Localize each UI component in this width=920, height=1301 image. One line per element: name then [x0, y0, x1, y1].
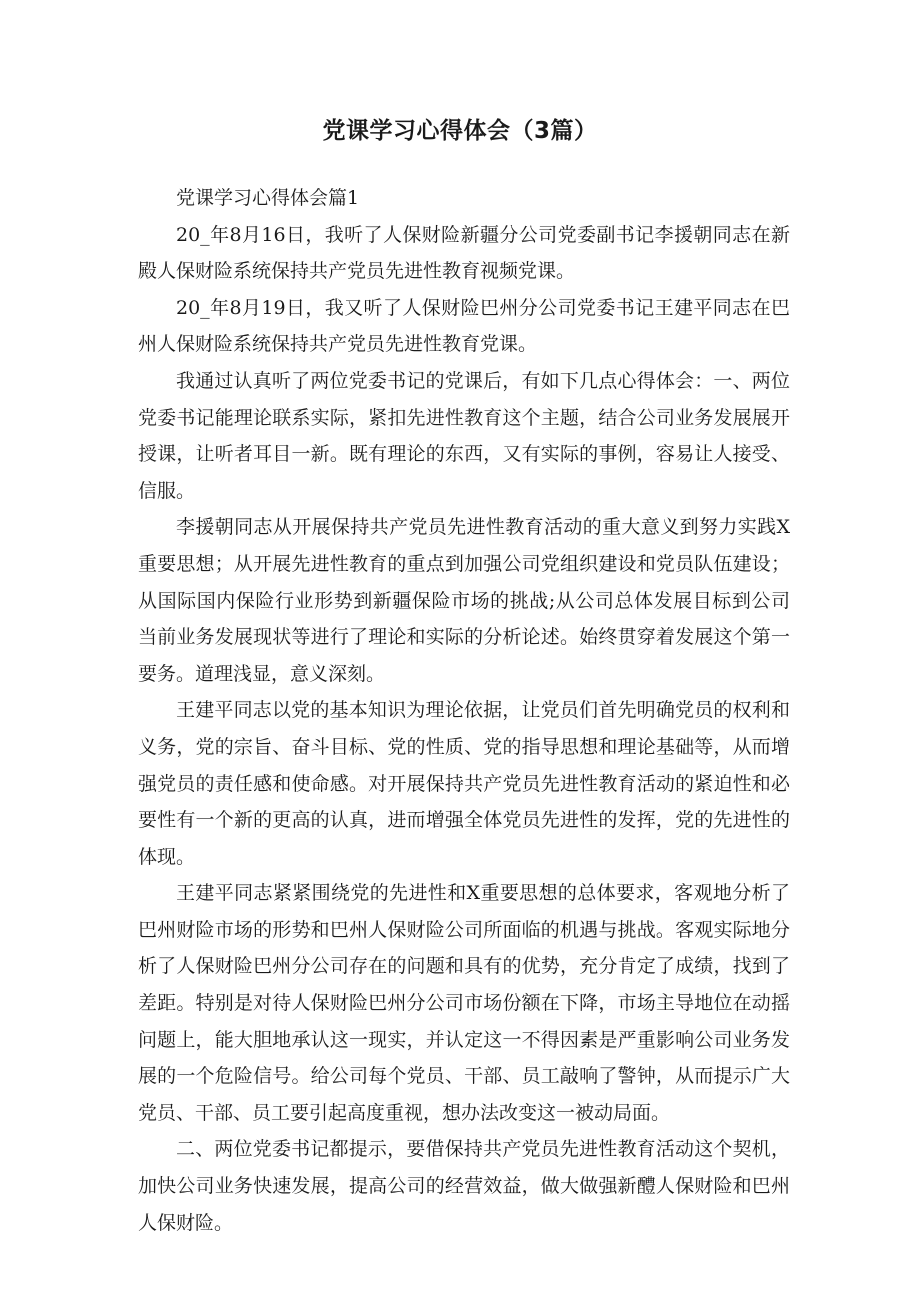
body-paragraph: 20_年8月19日，我又听了人保财险巴州分公司党委书记王建平同志在巴州人保财险系统保持共产党员先进性教育党课。: [138, 296, 790, 356]
body-paragraph: 王建平同志紧紧围绕党的先进性和X重要思想的总体要求，客观地分析了巴州财险市场的形势和巴州人保财险公司所面临的机遇与挑战。客观实际地分析了人保财险巴州分公司存在的问题和具有的优势，充分肯定了成绩，找到了差距。特别是对待人保财险巴州分公司市场份额在下降，市场主导地位在动摇问题上，能大胆地承认这一现实，并认定这一不得因素是严重影响公司业务发展的一个危险信号。给公司每个党员、干部、员工敲响了警钟，从而提示广大党员、干部、员工要引起高度重视，想办法改变这一被动局面。: [138, 882, 790, 1124]
document-title: 党课学习心得体会（3篇）: [322, 118, 598, 144]
body-paragraph: 王建平同志以党的基本知识为理论依据，让党员们首先明确党员的权利和义务，党的宗旨、奋斗目标、党的性质、党的指导思想和理论基础等，从而增强党员的责任感和使命感。对开展保持共产党员先进性教育活动的紧迫性和必要性有一个新的更高的认真，进而增强全体党员先进性的发挥，党的先进性的体现。: [138, 699, 790, 868]
body-paragraph: 李援朝同志从开展保持共产党员先进性教育活动的重大意义到努力实践X重要思想；从开展先进性教育的重点到加强公司党组织建设和党员队伍建设；从国际国内保险行业形势到新疆保险市场的挑战;从公司总体发展目标到公司当前业务发展现状等进行了理论和实际的分析论述。始终贯穿着发展这个第一要务。道理浅显，意义深刻。: [138, 516, 790, 685]
document-body: [138, 180, 790, 1241]
body-paragraph: 20_年8月16日，我听了人保财险新疆分公司党委副书记李援朝同志在新殿人保财险系统保持共产党员先进性教育视频党课。: [138, 223, 790, 283]
body-paragraph: 我通过认真听了两位党委书记的党课后，有如下几点心得体会：一、两位党委书记能理论联系实际，紧扣先进性教育这个主题，结合公司业务发展展开授课，让听者耳目一新。既有理论的东西，又有实际的事例，容易让人接受、信服。: [138, 369, 790, 502]
body-paragraph: 二、两位党委书记都提示，要借保持共产党员先进性教育活动这个契机，加快公司业务快速发展，提高公司的经营效益，做大做强新醴人保财险和巴州人保财险。: [138, 1138, 790, 1234]
section-heading: 党课学习心得体会篇1: [176, 187, 360, 209]
